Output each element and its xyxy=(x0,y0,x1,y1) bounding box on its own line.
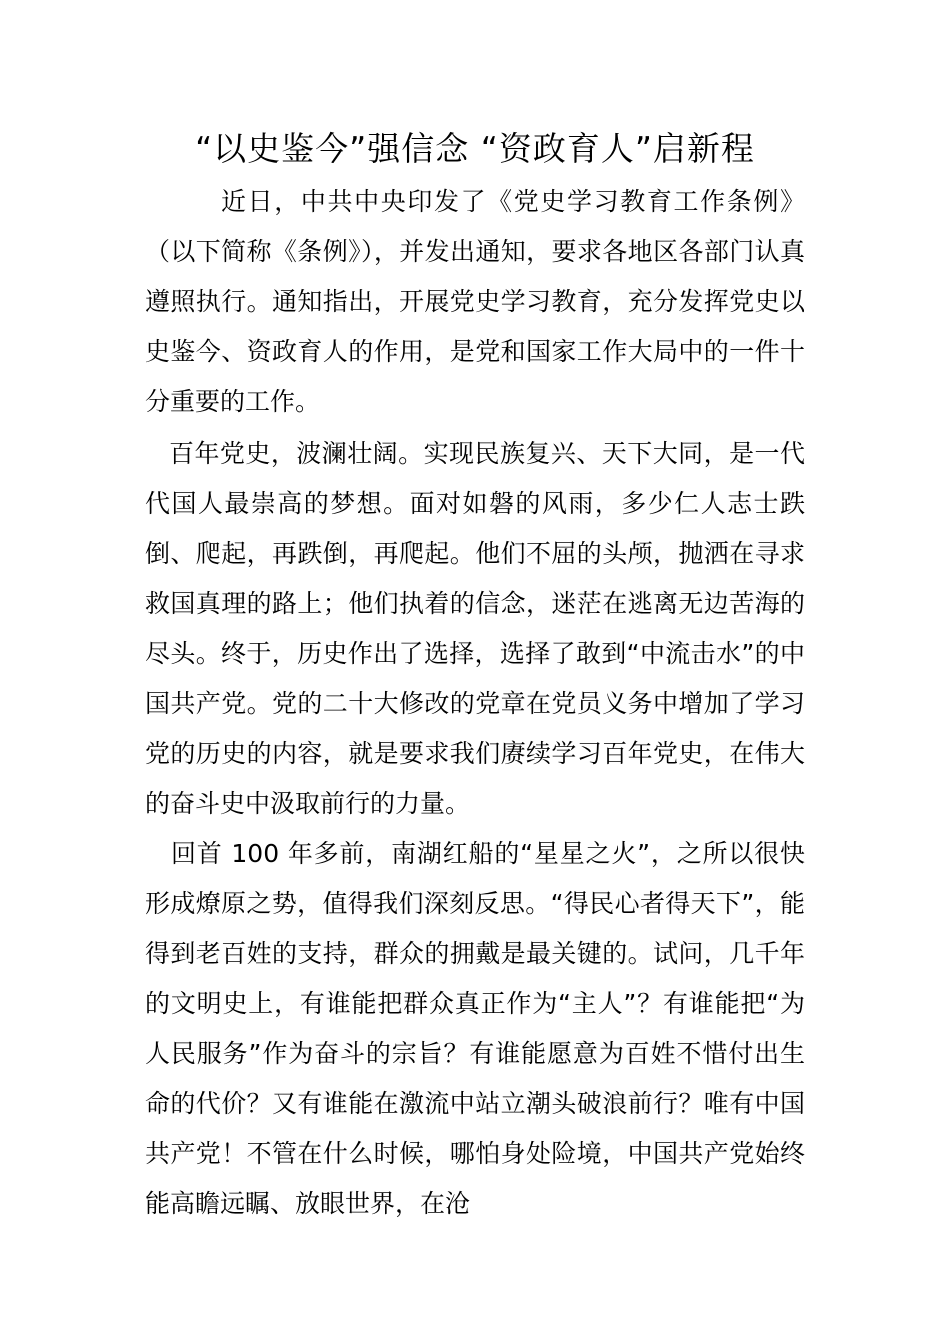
paragraph-1: 近日，中共中央印发了《党史学习教育工作条例》（以下简称《条例》），并发出通知，要求各地区各部门认真遵照执行。通知指出，开展党史学习教育，充分发挥党史以史鉴今、资政育人的作用，是党和国家工作大局中的一件十分重要的工作。 xyxy=(145,187,805,416)
document-title: “以史鉴今”强信念 “资政育人”启新程 xyxy=(195,129,755,168)
document-body xyxy=(145,177,805,1229)
paragraph-2: 百年党史，波澜壮阔。实现民族复兴、天下大同，是一代代国人最崇高的梦想。面对如磐的风雨，多少仁人志士跌倒、爬起，再跌倒，再爬起。他们不屈的头颅，抛洒在寻求救国真理的路上；他们执着的信念，迷茫在逃离无边苦海的尽头。终于，历史作出了选择，选择了敢到“中流击水”的中国共产党。党的二十大修改的党章在党员义务中增加了学习党的历史的内容，就是要求我们赓续学习百年党史，在伟大的奋斗史中汲取前行的力量。 xyxy=(145,439,805,818)
paragraph-3: 回首 100 年多前，南湖红船的“星星之火”，之所以很快形成燎原之势，值得我们深刻反思。“得民心者得天下”，能得到老百姓的支持，群众的拥戴是最关键的。试问，几千年的文明史上，有谁能把群众真正作为“主人”？有谁能把“为人民服务”作为奋斗的宗旨？有谁能愿意为百姓不惜付出生命的代价？又有谁能在激流中站立潮头破浪前行？唯有中国共产党！不管在什么时候，哪怕身处险境，中国共产党始终能高瞻远瞩、放眼世界，在沧 xyxy=(145,839,805,1218)
